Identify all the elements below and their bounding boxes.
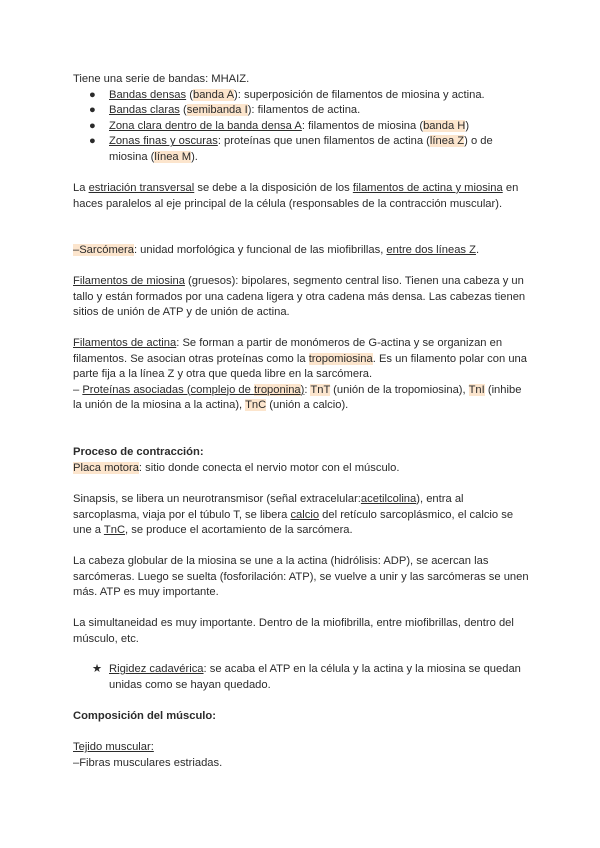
highlight: semibanda I: [186, 104, 248, 117]
placa-motora-line: Placa motora: sitio donde conecta el nervio motor con el músculo.: [73, 461, 400, 474]
term: Bandas densas: [109, 88, 187, 101]
rigidez-item: ★ Rigidez cadavérica: se acaba el ATP en la célula y la actina y la miosina se quedan unidas como se hayan quedado.: [92, 663, 521, 691]
highlight: banda H: [423, 119, 466, 132]
sarcomera-paragraph: –Sarcómera: unidad morfológica y funcional de las miofibrillas, entre dos líneas Z.: [73, 244, 480, 256]
actina-paragraph: Filamentos de actina: Se forman a partir de monómeros de G-actina y se organizan en filamentos. Se asocian otras proteínas como la tropomiosina. Es un filamento polar con una parte fija a la línea Z y otra que queda libre en la sarcómera.: [73, 337, 527, 381]
actina-section: [73, 336, 533, 414]
highlight: línea Z: [429, 135, 465, 148]
miosina-paragraph: Filamentos de miosina (gruesos): bipolares, segmento central liso. Tienen una cabeza y un tallo y están formados por una cadena ligera y otra cadena más densa. Las cabezas tienen sitios de unión de ATP y de unión de actina.: [73, 275, 526, 319]
bandas-list: [73, 88, 533, 166]
composicion-section: [73, 709, 533, 771]
term: Zona clara dentro de la banda densa A: [109, 119, 302, 132]
highlight: banda A: [192, 88, 235, 101]
proteinas-asociadas: – Proteínas asociadas (complejo de troponina): TnT (unión de la tropomiosina), TnI (inhibe la unión de la miosina a la actina), TnC (unión a calcio).: [73, 383, 522, 412]
list-item: ● Bandas claras (semibanda I): filamentos de actina.: [73, 103, 533, 119]
cabeza-paragraph: La cabeza globular de la miosina se une a la actina (hidrólisis: ADP), se acercan las sarcómeras. Luego se suelta (fosforilación: ATP), se vuelve a unir y las sarcómeras se unen más. ATP es muy importante.: [73, 555, 529, 599]
term: Bandas claras: [109, 104, 180, 117]
proceso-heading: Proceso de contracción:: [73, 446, 204, 458]
list-item: ● Zonas finas y oscuras: proteínas que unen filamentos de actina (línea Z) o de miosina (línea M).: [89, 135, 493, 163]
fibras-line: –Fibras musculares estriadas.: [73, 756, 223, 769]
bullet-icon: ●: [89, 119, 96, 132]
composicion-heading: Composición del músculo:: [73, 710, 216, 722]
sinapsis-paragraph: Sinapsis, se libera un neurotransmisor (señal extracelular:acetilcolina), entra al sarcoplasma, viaja por el túbulo T, se libera calcio del retículo sarcoplásmico, el calcio se une a TnC, se produce el acortamiento de la sarcómera.: [73, 493, 514, 537]
bullet-icon: ●: [89, 104, 96, 117]
intro-line: Tiene una serie de bandas: MHAIZ.: [73, 73, 250, 85]
bandas-section: [73, 72, 533, 166]
estriacion-paragraph: La estriación transversal se debe a la disposición de los filamentos de actina y miosina en haces paralelos al eje principal de la célula (responsables de la contracción muscular).: [73, 182, 519, 210]
bullet-icon: ●: [89, 135, 96, 148]
list-item: ● Bandas densas (banda A): superposición de filamentos de miosina y actina.: [73, 88, 533, 104]
simultaneidad-paragraph: La simultaneidad es muy importante. Dentro de la miofibrilla, entre miofibrillas, dentro del músculo, etc.: [73, 617, 514, 645]
tejido-muscular-label: Tejido muscular:: [73, 741, 154, 754]
highlight: línea M: [154, 150, 192, 163]
term: Zonas finas y oscuras: [109, 135, 218, 148]
star-icon: ★: [92, 663, 103, 675]
proceso-section: [73, 445, 533, 476]
list-item: ● Zona clara dentro de la banda densa A: filamentos de miosina (banda H): [73, 119, 533, 135]
bullet-icon: ●: [89, 88, 96, 101]
